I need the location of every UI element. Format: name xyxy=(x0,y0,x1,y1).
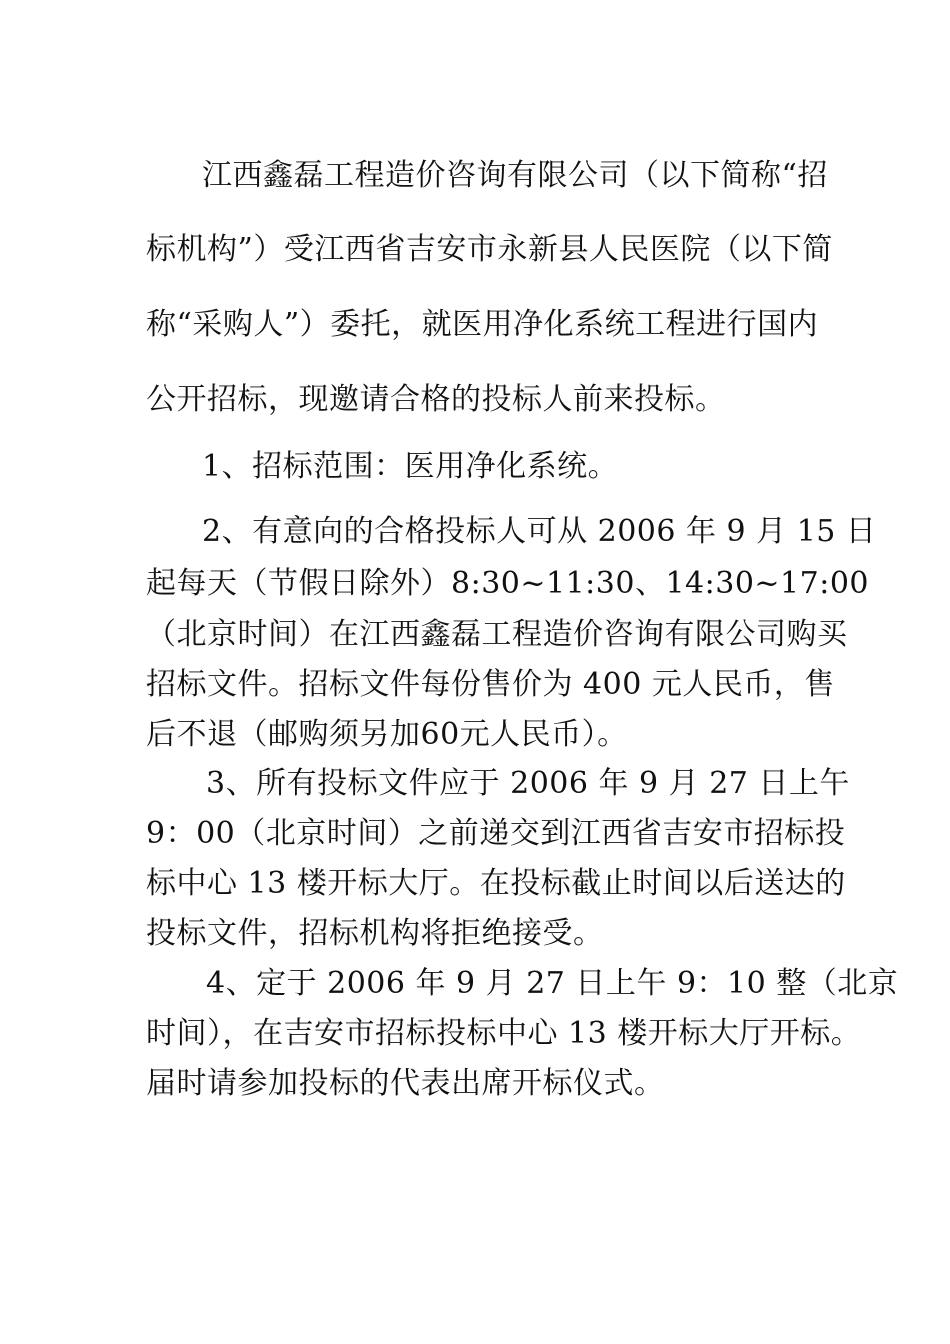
item-1-line-1: 1、招标范围：医用净化系统。 xyxy=(202,449,619,484)
intro-line-2: 标机构”）受江西省吉安市永新县人民医院（以下简 xyxy=(146,232,833,267)
item-4-line-3: 届时请参加投标的代表出席开标仪式。 xyxy=(146,1066,665,1101)
intro-line-4: 公开招标，现邀请合格的投标人前来投标。 xyxy=(146,382,726,417)
item-3-line-3: 标中心 13 楼开标大厅。在投标截止时间以后送达的 xyxy=(146,866,846,901)
item-2-line-1: 2、有意向的合格投标人可从 2006 年 9 月 15 日 xyxy=(202,514,877,549)
item-3-line-2: 9：00（北京时间）之前递交到江西省吉安市招标投 xyxy=(146,816,846,851)
item-4-line-1: 4、定于 2006 年 9 月 27 日上午 9：10 整（北京 xyxy=(206,966,899,1001)
item-2-line-3: （北京时间）在江西鑫磊工程造价咨询有限公司购买 xyxy=(146,617,848,652)
item-2-line-4: 招标文件。招标文件每份售价为 400 元人民币，售 xyxy=(146,667,835,702)
item-4-line-2: 时间），在吉安市招标投标中心 13 楼开标大厅开标。 xyxy=(146,1016,862,1051)
intro-line-3: 称“采购人”）委托，就医用净化系统工程进行国内 xyxy=(146,307,819,342)
intro-line-1: 江西鑫磊工程造价咨询有限公司（以下简称“招 xyxy=(202,158,828,193)
item-3-line-1: 3、所有投标文件应于 2006 年 9 月 27 日上午 xyxy=(206,766,850,801)
item-3-line-4: 投标文件，招标机构将拒绝接受。 xyxy=(146,916,604,951)
item-2-line-5: 后不退（邮购须另加60元人民币）。 xyxy=(146,717,628,752)
item-2-line-2: 起每天（节假日除外）8:30~11:30、14:30~17:00 xyxy=(146,566,870,601)
